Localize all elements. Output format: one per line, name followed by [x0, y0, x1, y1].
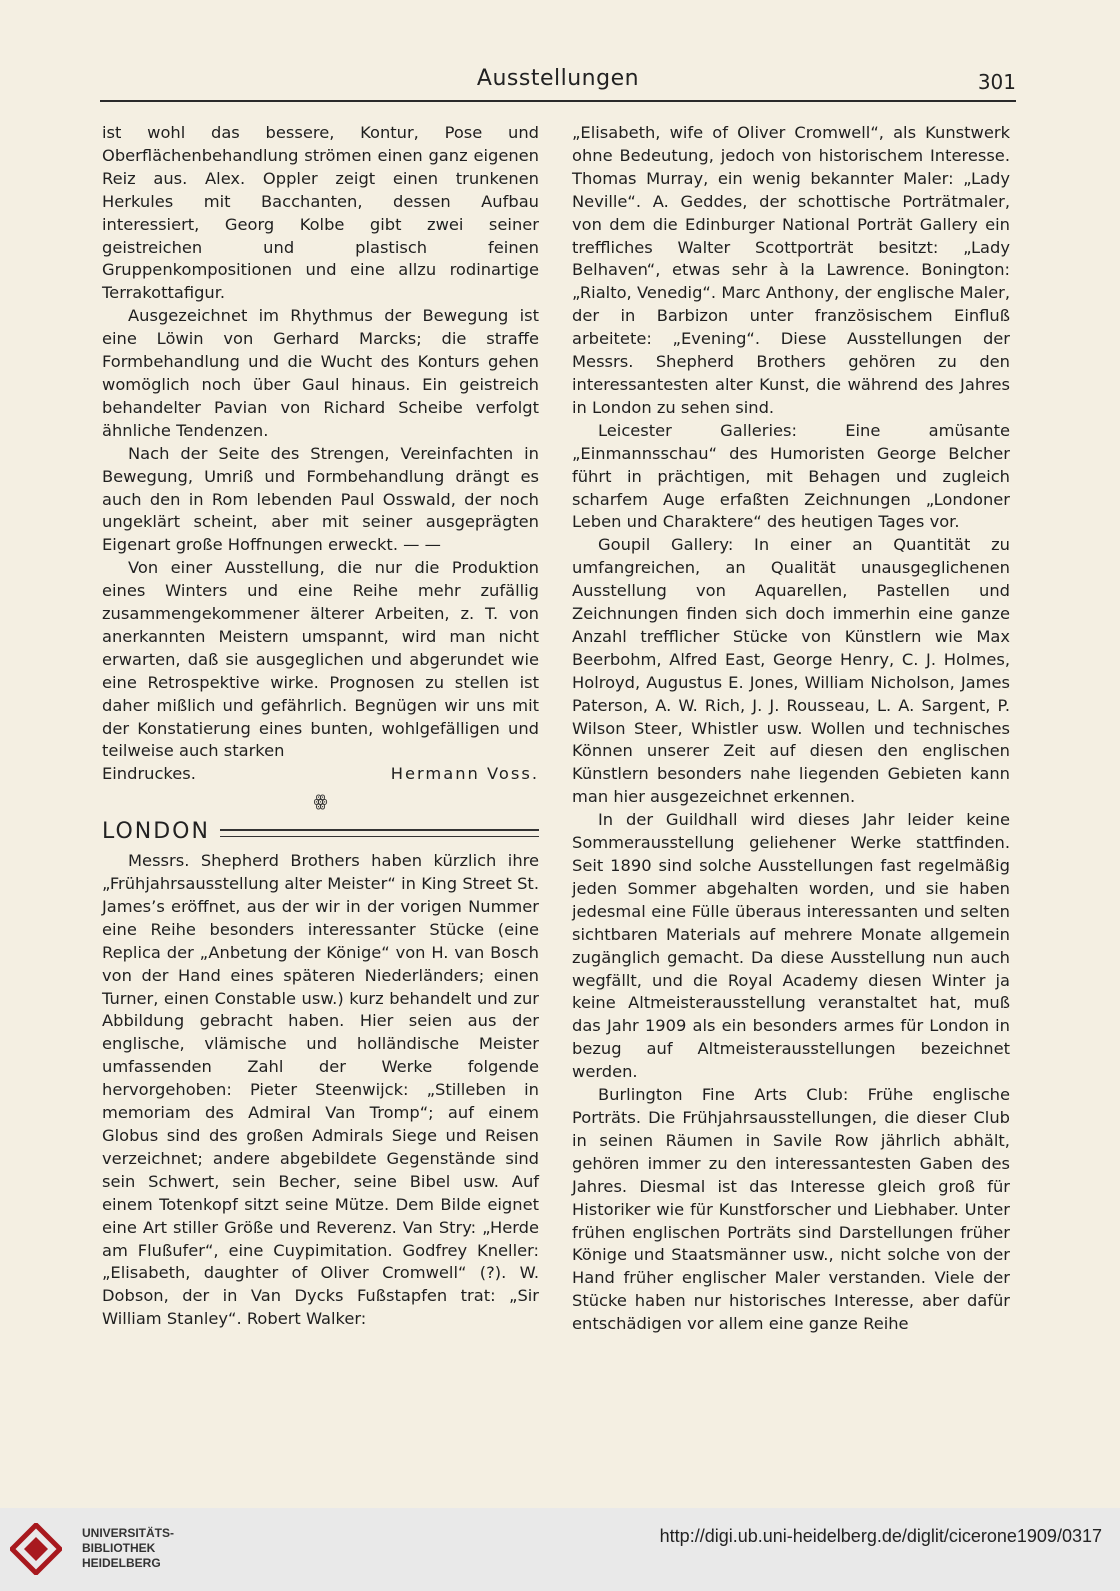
section-heading: [102, 821, 539, 844]
section-heading-text: LONDON: [102, 819, 210, 845]
header-title: Ausstellungen: [476, 66, 640, 91]
running-header: [100, 62, 1016, 102]
left-paragraph-1: ist wohl das bessere, Kontur, Pose und Oberflächenbehandlung strömen einen ganz eigenen Reiz aus. Alex. Oppler zeigt einen trunkenen Herkules mit Bacchanten, dessen Aufbau interessiert, Georg Kolbe gibt zwei seiner geistreichen und plastisch feinen Gruppenkompositionen und eine allzu rodinartige Terrakottafigur.: [102, 123, 539, 303]
university-library-logo[interactable]: [10, 1523, 62, 1575]
left-paragraph-4-end: Eindruckes.: [102, 764, 196, 784]
library-name: [82, 1526, 174, 1571]
footer-bar: [0, 1508, 1120, 1591]
left-paragraph-5: Messrs. Shepherd Brothers haben kürzlich ihre „Frühjahrsausstellung alter Meister“ in King Street St. James’s eröffnet, aus der wir in der vorigen Nummer eine Reihe besonders interessanter Stücke (eine Replica der „Anbetung der Könige“ von H. van Bosch von der Hand eines späteren Niederländers; einen Turner, einen Constable usw.) kurz behandelt und zur Abbildung gebracht haben. Hier seien aus der englische, vlämische und holländische Meister umfassenden Zahl der Werke folgende hervorgehoben: Pieter Steenwijck: „Stilleben in memoriam des Admiral Van Tromp“; auf einem Globus sind des großen Admirals Siege und Reisen verzeichnet; andere abgebildete Gegenstände sind sein Schwert, sein Becher, seine Bibel usw. Auf einem Totenkopf sitzt seine Mütze. Dem Bilde eignet eine Art stiller Größe und Reverenz. Van Stry: „Herde am Flußufer“, eine Cuypimitation. Godfrey Kneller: „Elisabeth, daughter of Oliver Cromwell“ (?). W. Dobson, der in Van Dycks Fußstapfen trat: „Sir William Stanley“. Robert Walker:: [102, 851, 539, 1329]
right-column: [572, 122, 1010, 1336]
library-name-line-3: HEIDELBERG: [82, 1556, 161, 1570]
section-ornament: ꙮ: [313, 791, 328, 811]
left-column: [102, 122, 539, 1331]
right-paragraph-4: In der Guildhall wird dieses Jahr leider keine Sommerausstellung geliehener Werke stattfinden. Seit 1890 sind solche Ausstellungen fast regelmäßig jeden Sommer abgehalten worden, und sie haben jedesmal eine Fülle überaus interessanten und selten sichtbaren Materials auf mehrere Monate allgemein zugänglich gemacht. Da diese Ausstellung nun auch wegfällt, und die Royal Academy diesen Winter ja keine Altmeisterausstellung veranstaltet hat, muß das Jahr 1909 als ein besonders armes für London in bezug auf Altmeisterausstellungen bezeichnet werden.: [572, 810, 1010, 1082]
library-name-line-2: BIBLIOTHEK: [82, 1541, 156, 1555]
source-url[interactable]: http://digi.ub.uni-heidelberg.de/diglit/cicerone1909/0317: [659, 1526, 1102, 1546]
library-name-line-1: UNIVERSITÄTS-: [82, 1526, 175, 1540]
right-paragraph-5: Burlington Fine Arts Club: Frühe englische Porträts. Die Frühjahrsausstellungen, die dieser Club in seinen Räumen in Savile Row jährlich abhält, gehören immer zu den interessantesten Gaben des Jahres. Diesmal ist das Interesse gleich groß für Historiker wie für Kunstforscher und Liebhaber. Unter frühen englischen Porträts sind Darstellungen früher Könige und Staatsmänner usw., nicht solche von der Hand früher englischer Maler verstanden. Viele der Stücke haben nur historisches Interesse, aber dafür entschädigen vor allem eine ganze Reihe: [572, 1085, 1010, 1334]
left-paragraph-3: Nach der Seite des Strengen, Vereinfachten in Bewegung, Umriß und Formbehandlung drängt es auch den in Rom lebenden Paul Osswald, der noch ungeklärt scheint, aber mit seiner ausgeprägten Eigenart große Hoffnungen erweckt. — —: [102, 443, 539, 555]
author-signature: Hermann Voss.: [390, 764, 539, 784]
right-paragraph-3: Goupil Gallery: In einer an Quantität zu umfangreichen, an Qualität unausgeglichenen Ausstellung von Aquarellen, Pastellen und Zeichnungen finden sich doch immerhin eine ganze Anzahl trefflicher Stücke von Künstlern wie Max Beerbohm, Alfred East, George Henry, C. J. Holmes, Holroyd, Augustus E. Jones, William Nicholson, James Paterson, A. W. Rich, J. J. Rousseau, L. A. Sargent, P. Wilson Steer, Whistler usw. Wollen und technisches Können unserer Zeit auf diesen den englischen Künstlern besonders nahe liegenden Gebieten kann man hier ausgezeichnet erkennen.: [572, 535, 1010, 807]
signature-line: [102, 763, 539, 786]
left-paragraph-4: Von einer Ausstellung, die nur die Produktion eines Winters und eine Reihe mehr zufällig zusammengekommener älterer Arbeiten, z. T. von anerkannten Meistern umspannt, wird man nicht erwarten, daß sie ausgeglichen und abgerundet wie eine Retrospektive wirke. Prognosen zu stellen ist daher mißlich und gefährlich. Begnügen wir uns mit der Konstatierung eines bunten, wohlgefälligen und teilweise auch starken: [102, 558, 539, 761]
page-number: 301: [977, 70, 1016, 94]
right-paragraph-1: „Elisabeth, wife of Oliver Cromwell“, als Kunstwerk ohne Bedeutung, jedoch von historischem Interesse. Thomas Murray, ein wenig bekannter Maler: „Lady Neville“. A. Geddes, der schottische Porträtmaler, von dem die Edinburger National Porträt Gallery ein treffliches Walter Scottporträt besitzt: „Lady Belhaven“, etwas sehr à la Lawrence. Bonington: „Rialto, Venedig“. Marc Anthony, der englische Maler, der in Barbizon unter französischem Einfluß arbeitete: „Evening“. Diese Ausstellungen der Messrs. Shepherd Brothers gehören zu den interessantesten alter Kunst, die während des Jahres in London zu sehen sind.: [572, 123, 1010, 417]
right-paragraph-2: Leicester Galleries: Eine amüsante „Einmannsschau“ des Humoristen George Belcher führt in prächtigen, mit Behagen und zugleich scharfem Auge erfaßten Zeichnungen „Londoner Leben und Charaktere“ des heutigen Tages vor.: [572, 420, 1010, 532]
section-heading-rule: [220, 829, 539, 837]
left-paragraph-2: Ausgezeichnet im Rhythmus der Bewegung ist eine Löwin von Gerhard Marcks; die straffe Formbehandlung und die Wucht des Konturs gehen womöglich noch über Gaul hinaus. Ein geistreich behandelter Pavian von Richard Scheibe verfolgt ähnliche Tendenzen.: [102, 306, 539, 440]
